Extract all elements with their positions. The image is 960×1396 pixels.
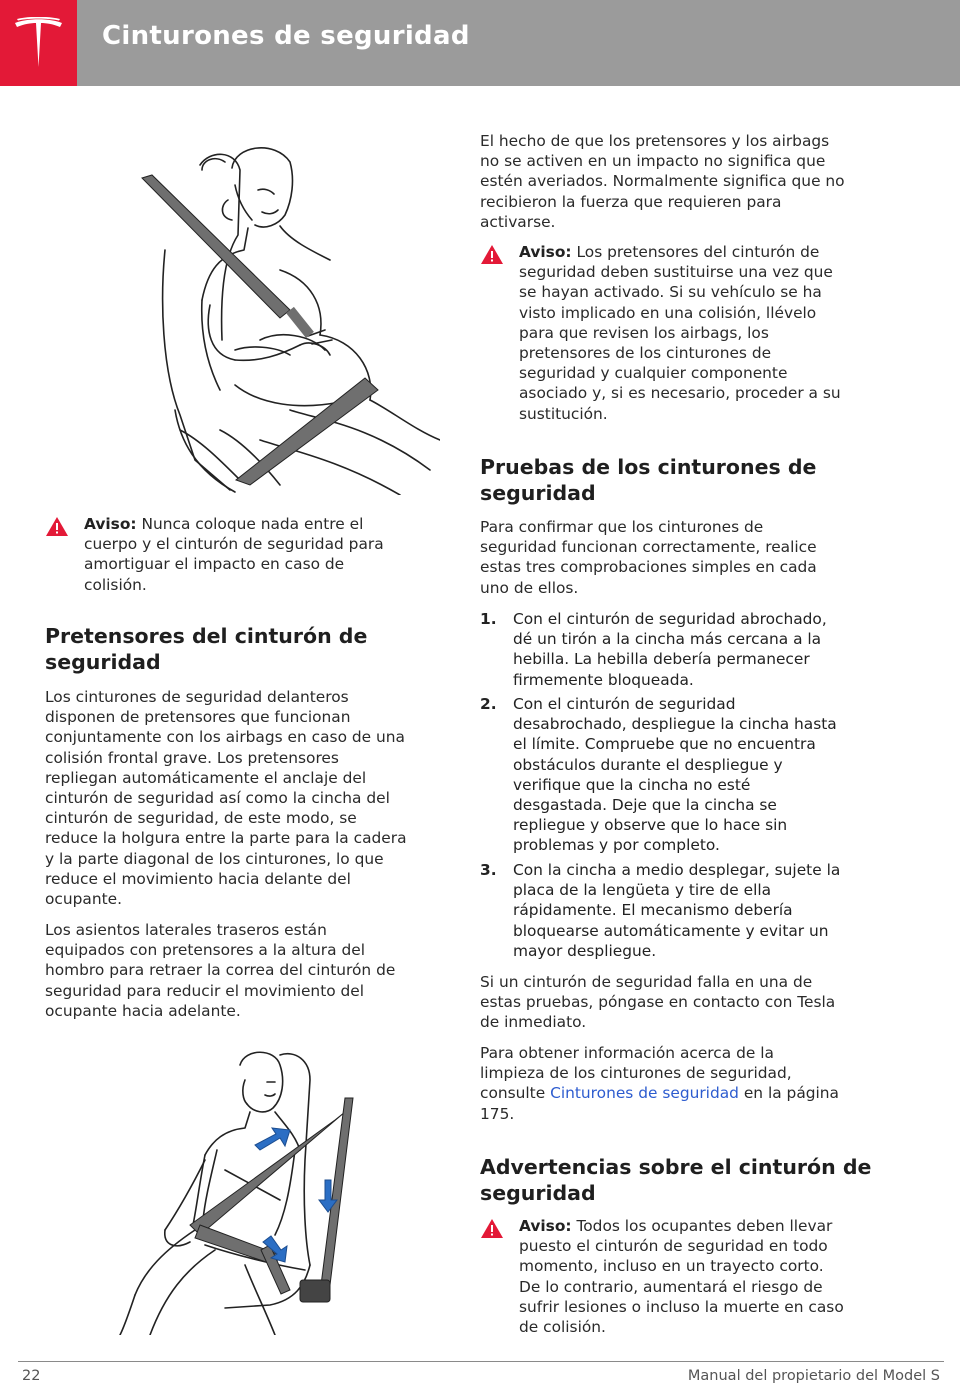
warning-text: seguridad y cualquier componente <box>519 364 788 383</box>
section-heading: Advertencias sobre el cinturón de seguridad <box>480 1155 872 1205</box>
warning-text: pretensores de los cinturones de <box>519 344 772 363</box>
paragraph: Si un cinturón de seguridad falla en una de estas pruebas, póngase en contacto con Tesla de inmediato. <box>480 973 836 1032</box>
warning-label: Aviso: <box>519 1217 572 1235</box>
section-heading: Pruebas de los cinturones de seguridad <box>480 455 817 505</box>
page-header <box>0 0 960 86</box>
warning-text: asociado y, si es necesario, proceder a su <box>519 384 841 403</box>
warning-text: para que revisen los airbags, los <box>519 323 769 342</box>
footer-divider <box>18 1361 944 1362</box>
warning-text: Todos los ocupantes deben llevar <box>576 1217 833 1235</box>
warning-text: De lo contrario, aumentará el riesgo de <box>519 1277 823 1296</box>
paragraph: Los asientos laterales traseros están equipados con pretensores a la altura del hombro para retraer la correa del cinturón de seguridad para reducir el movimiento del ocupante hacia adelante. <box>45 921 396 1020</box>
warning-text: Nunca coloque nada entre el <box>141 515 364 533</box>
cross-reference-link[interactable]: Cinturones de seguridad <box>550 1084 739 1103</box>
warning-triangle-icon <box>480 244 504 265</box>
rear-seatbelt-illustration <box>105 1050 375 1335</box>
warning-text: momento, incluso en un trayecto corto. <box>519 1257 824 1276</box>
warning-label: Aviso: <box>519 243 572 261</box>
warning-text: visto implicado en una colisión, llévelo <box>519 303 817 322</box>
warning-block <box>480 242 880 432</box>
warning-text: de colisión. <box>519 1318 606 1337</box>
warning-text: Los pretensores del cinturón de <box>576 243 820 261</box>
warning-text: puesto el cinturón de seguridad en todo <box>519 1237 828 1256</box>
page-title: Cinturones de seguridad <box>102 21 470 51</box>
paragraph: Los cinturones de seguridad delanteros disponen de pretensores que funcionan conjuntamente con los airbags en caso de una colisión frontal grave. Los pretensores repliegan automáticamente el anclaje del cinturón de seguridad así como la cincha del cinturón de seguridad, de este modo, se reduce la holgura entre la parte para la cadera y la parte diagonal de los cinturones, lo que reduce el movimiento hacia delante del ocupante. <box>45 688 407 909</box>
tesla-t-icon <box>13 17 64 69</box>
warning-block <box>480 1216 880 1346</box>
warning-block <box>45 514 440 604</box>
warning-text: sustitución. <box>519 404 608 423</box>
paragraph: Para obtener información acerca de la limpieza de los cinturones de seguridad, consulte Cinturones de seguridad en la página 175. <box>480 1044 839 1123</box>
tesla-logo <box>0 0 77 86</box>
paragraph: El hecho de que los pretensores y los airbags no se activen en un impacto no significa que estén averiados. Normalmente significa que no recibieron la fuerza que requieren para activarse. <box>480 132 845 231</box>
warning-text: cuerpo y el cinturón de seguridad para <box>84 535 384 554</box>
warning-text: sufrir lesiones o incluso la muerte en caso <box>519 1297 844 1316</box>
warning-text: colisión. <box>84 575 147 594</box>
warning-triangle-icon <box>480 1218 504 1239</box>
warning-label: Aviso: <box>84 515 137 533</box>
section-heading: Pretensores del cinturón de seguridad <box>45 624 368 674</box>
warning-text: se hayan activado. Si su vehículo se ha <box>519 283 822 302</box>
warning-text: amortiguar el impacto en caso de <box>84 555 345 574</box>
page-number: 22 <box>22 1368 41 1384</box>
warning-triangle-icon <box>45 516 69 537</box>
warning-text: seguridad deben sustituirse una vez que <box>519 263 833 282</box>
seatbelt-pregnant-illustration <box>140 140 440 495</box>
manual-title: Manual del propietario del Model S <box>687 1368 940 1384</box>
paragraph: Para confirmar que los cinturones de seguridad funcionan correctamente, realice estas tres comprobaciones simples en cada uno de ellos. <box>480 518 817 597</box>
